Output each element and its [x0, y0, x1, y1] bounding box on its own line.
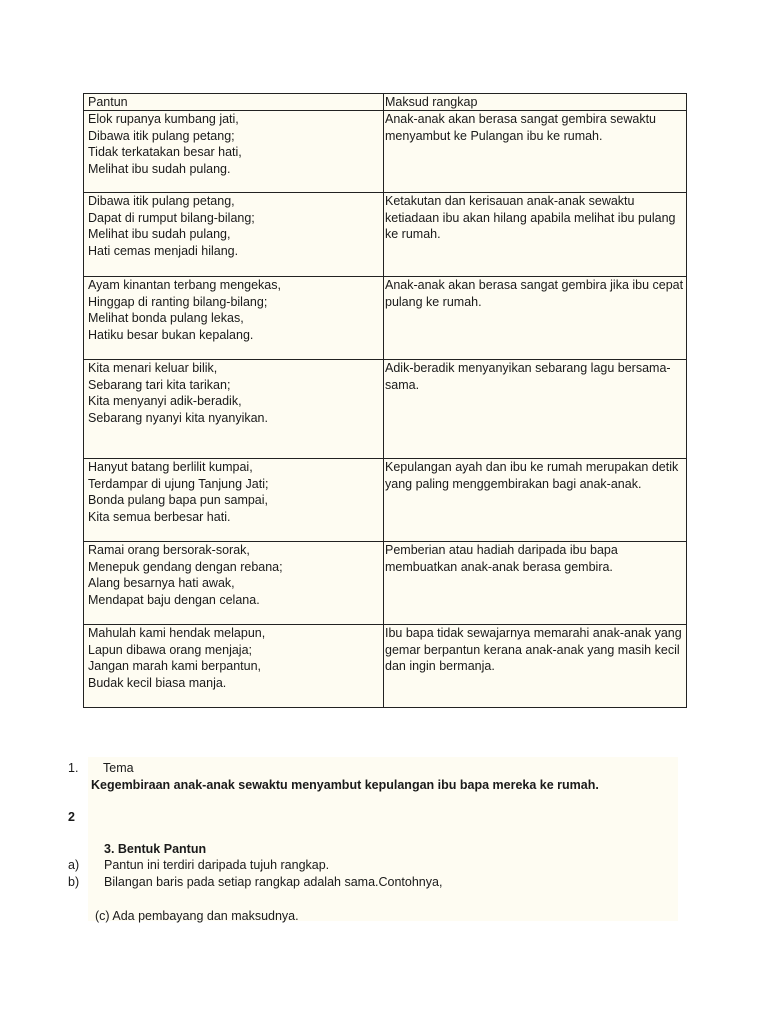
pantun-cell: Hanyut batang berlilit kumpai, Terdampar di ujung Tanjung Jati; Bonda pulang bapa pun sampai, Kita semua berbesar hati. [84, 459, 384, 542]
table-row [84, 277, 687, 360]
item-2-number: 2 [68, 810, 75, 824]
item-a-text: Pantun ini terdiri daripada tujuh rangkap. [104, 858, 330, 872]
tema-number: 1. [68, 761, 79, 775]
maksud-cell: Ketakutan dan kerisauan anak-anak sewaktu ketiadaan ibu akan hilang apabila melihat ibu pulang ke rumah. [384, 193, 687, 277]
table-row [84, 542, 687, 625]
pantun-table [83, 93, 687, 708]
maksud-cell: Pemberian atau hadiah daripada ibu bapa membuatkan anak-anak berasa gembira. [384, 542, 687, 625]
item-b-marker: b) [68, 875, 80, 889]
item-c-text: (c) Ada pembayang dan maksudnya. [95, 909, 299, 923]
maksud-cell: Ibu bapa tidak sewajarnya memarahi anak-anak yang gemar berpantun kerana anak-anak yang masih kecil dan ingin bermanja. [384, 625, 687, 708]
pantun-cell: Ayam kinantan terbang mengekas, Hinggap di ranting bilang-bilang; Melihat bonda pulang lekas, Hatiku besar bukan kepalang. [84, 277, 384, 360]
header-pantun: Pantun [84, 94, 384, 111]
table-row [84, 625, 687, 708]
maksud-cell: Anak-anak akan berasa sangat gembira sewaktu menyambut ke Pulangan ibu ke rumah. [384, 111, 687, 193]
pantun-cell: Elok rupanya kumbang jati, Dibawa itik pulang petang; Tidak terkatakan besar hati, Melihat ibu sudah pulang. [84, 111, 384, 193]
pantun-cell: Dibawa itik pulang petang, Dapat di rumput bilang-bilang; Melihat ibu sudah pulang, Hati cemas menjadi hilang. [84, 193, 384, 277]
maksud-cell: Anak-anak akan berasa sangat gembira jika ibu cepat pulang ke rumah. [384, 277, 687, 360]
maksud-cell: Adik-beradik menyanyikan sebarang lagu bersama-sama. [384, 360, 687, 459]
header-maksud-rangkap: Maksud rangkap [384, 94, 687, 111]
table-header-row [84, 94, 687, 111]
pantun-cell: Ramai orang bersorak-sorak, Menepuk gendang dengan rebana; Alang besarnya hati awak, Mendapat baju dengan celana. [84, 542, 384, 625]
table-row [84, 360, 687, 459]
pantun-cell: Kita menari keluar bilik, Sebarang tari kita tarikan; Kita menyanyi adik-beradik, Sebarang nyanyi kita nyanyikan. [84, 360, 384, 459]
tema-label: Tema [103, 761, 134, 775]
table-row [84, 459, 687, 542]
item-b-text: Bilangan baris pada setiap rangkap adalah sama.Contohnya, [104, 875, 443, 889]
bentuk-pantun-heading: 3. Bentuk Pantun [104, 842, 207, 856]
table-row [84, 193, 687, 277]
tema-text: Kegembiraan anak-anak sewaktu menyambut kepulangan ibu bapa mereka ke rumah. [91, 778, 599, 792]
maksud-cell: Kepulangan ayah dan ibu ke rumah merupakan detik yang paling menggembirakan bagi anak-anak. [384, 459, 687, 542]
item-a-marker: a) [68, 858, 80, 872]
table-row [84, 111, 687, 193]
pantun-cell: Mahulah kami hendak melapun, Lapun dibawa orang menjaja; Jangan marah kami berpantun, Budak kecil biasa manja. [84, 625, 384, 708]
